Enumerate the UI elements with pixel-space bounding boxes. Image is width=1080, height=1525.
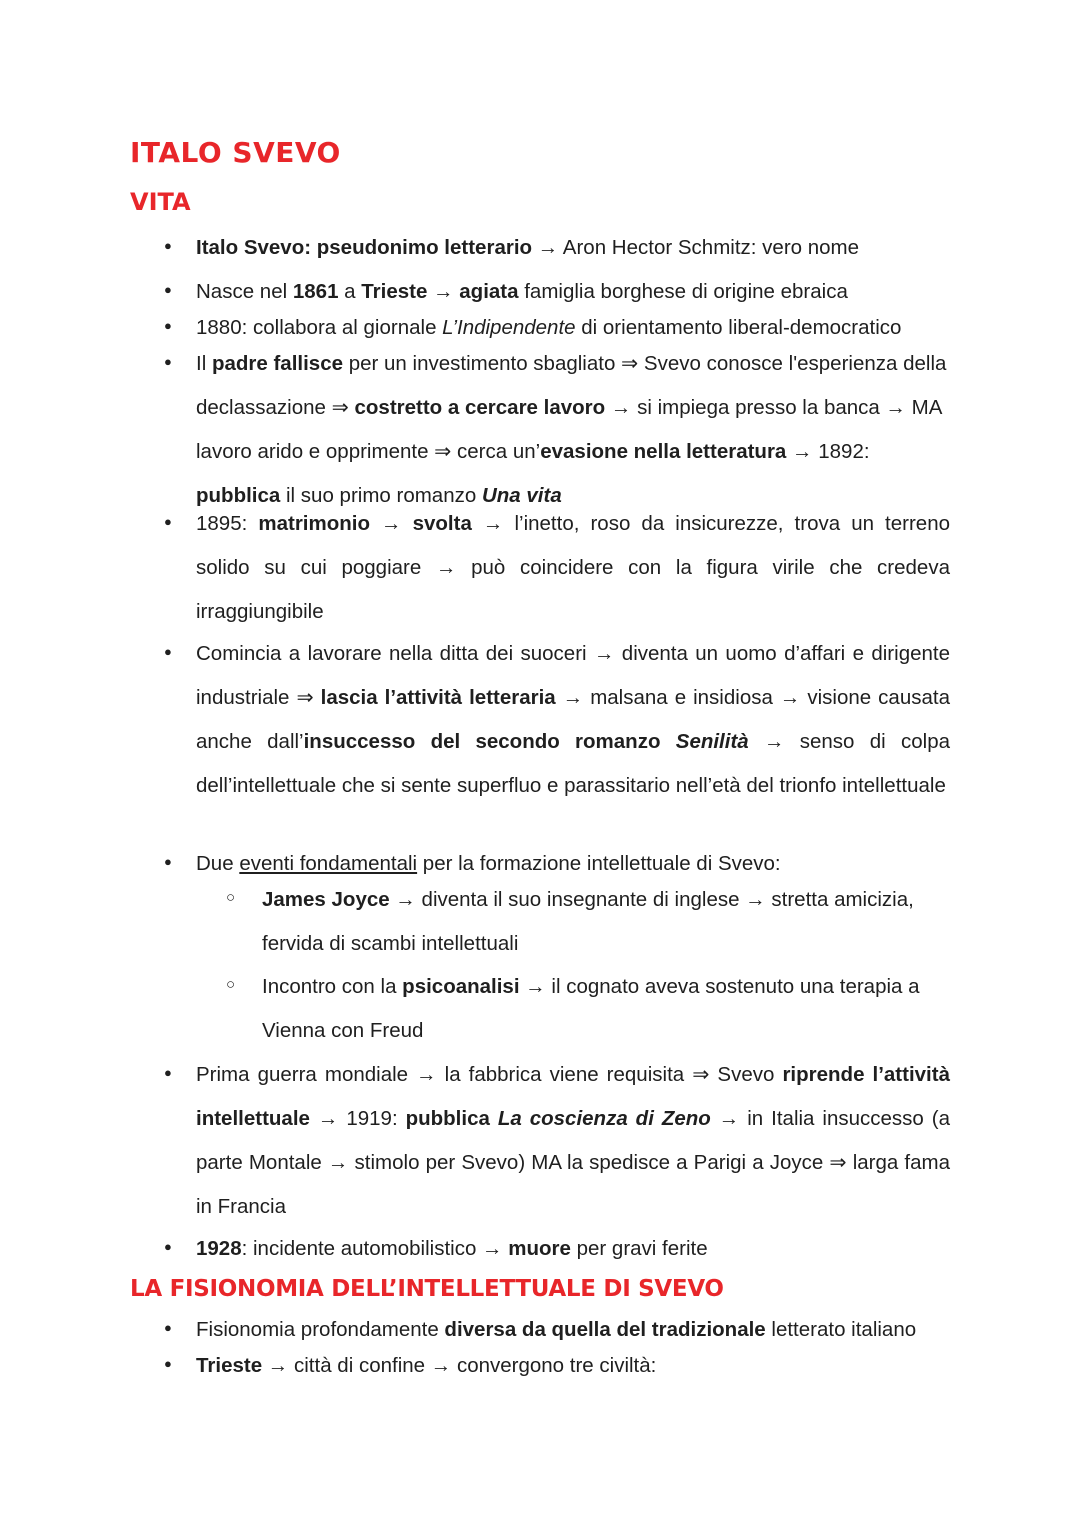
list-item: ● Due eventi fondamentali per la formazione intellettuale di Svevo: [196, 842, 950, 886]
section-heading-vita: VITA [130, 188, 191, 216]
list-item: ● 1895: matrimonio → svolta → l’inetto, roso da insicurezze, trova un terreno solido su cui poggiare → può coincidere con la figura virile che credeva irraggiungibile [196, 502, 950, 634]
list-item: ● 1928: incidente automobilistico → muore per gravi ferite [196, 1227, 950, 1271]
list-item: ● Fisionomia profondamente diversa da quella del tradizionale letterato italiano [196, 1308, 950, 1352]
list-item: ● Trieste → città di confine → convergono tre civiltà: [196, 1344, 950, 1388]
list-item: ● Il padre fallisce per un investimento sbagliato ⇒ Svevo conosce l'esperienza della declassazione ⇒ costretto a cercare lavoro → si impiega presso la banca → MA lavoro arido e opprimente ⇒ cerca un’evasione nella letteratura → 1892: pubblica il suo primo romanzo Una vita [196, 342, 950, 518]
list-item: ● Italo Svevo: pseudonimo letterario → Aron Hector Schmitz: vero nome [196, 226, 950, 270]
document-title: ITALO SVEVO [130, 136, 341, 169]
sub-list-item: ○ James Joyce → diventa il suo insegnante di inglese → stretta amicizia, fervida di scambi intellettuali [262, 878, 950, 966]
list-item: ● Comincia a lavorare nella ditta dei suoceri → diventa un uomo d’affari e dirigente industriale ⇒ lascia l’attività letteraria → malsana e insidiosa → visione causata anche dall’insuccesso del secondo romanzo Senilità → senso di colpa dell’intellettuale che si sente superfluo e parassitario nell’età del trionfo intellettuale [196, 632, 950, 808]
list-item: ● 1880: collabora al giornale L’Indipendente di orientamento liberal-democratico [196, 306, 950, 350]
list-item: ● Nasce nel 1861 a Trieste → agiata famiglia borghese di origine ebraica [196, 270, 950, 314]
sub-list-item: ○ Incontro con la psicoanalisi → il cognato aveva sostenuto una terapia a Vienna con Freud [262, 965, 950, 1053]
section-heading-fisionomia: LA FISIONOMIA DELL’INTELLETTUALE DI SVEVO [130, 1276, 724, 1302]
list-item: ● Prima guerra mondiale → la fabbrica viene requisita ⇒ Svevo riprende l’attività intellettuale → 1919: pubblica La coscienza di Zeno → in Italia insuccesso (a parte Montale → stimolo per Svevo) MA la spedisce a Parigi a Joyce ⇒ larga fama in Francia [196, 1053, 950, 1229]
